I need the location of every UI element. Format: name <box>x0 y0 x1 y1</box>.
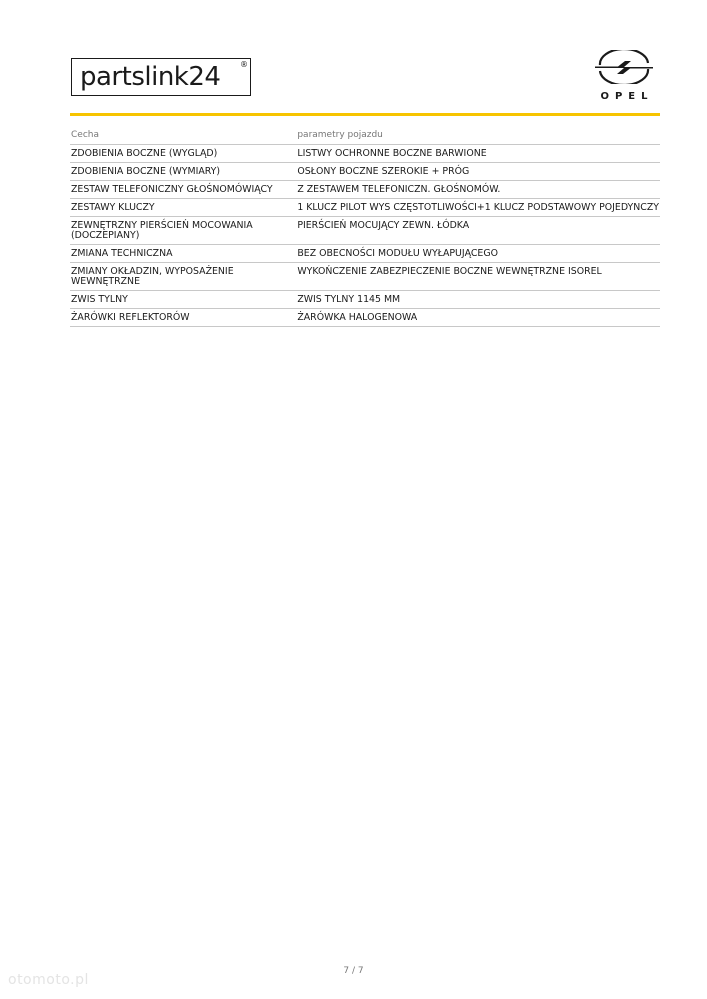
feature-cell: ZMIANA TECHNICZNA <box>70 245 296 263</box>
value-cell: BEZ OBECNOŚCI MODUŁU WYŁAPUJĄCEGO <box>296 245 660 263</box>
column-header-feature: Cecha <box>70 128 296 145</box>
table-row <box>70 217 660 245</box>
column-header-parameters: parametry pojazdu <box>296 128 660 145</box>
feature-cell: ZEWNĘTRZNY PIERŚCIEŃ MOCOWANIA (DOCZEPIANY) <box>70 217 296 245</box>
value-cell: PIERŚCIEŃ MOCUJĄCY ZEWN. ŁÓDKA <box>296 217 660 245</box>
feature-cell: ZMIANY OKŁADZIN, WYPOSAŻENIE WEWNĘTRZNE <box>70 263 296 291</box>
opel-wordmark: OPEL <box>600 91 654 102</box>
value-cell: ŻARÓWKA HALOGENOWA <box>296 309 660 327</box>
opel-logo <box>594 50 654 100</box>
partslink24-logo-text: partslink24 <box>80 62 221 92</box>
table-row <box>70 245 660 263</box>
value-cell: OSŁONY BOCZNE SZEROKIE + PRÓG <box>296 163 660 181</box>
feature-cell: ŻARÓWKI REFLEKTORÓW <box>70 309 296 327</box>
value-cell: 1 KLUCZ PILOT WYS CZĘSTOTLIWOŚCI+1 KLUCZ PODSTAWOWY POJEDYNCZY <box>296 199 660 217</box>
header-divider <box>70 113 660 116</box>
page-header <box>70 50 660 110</box>
table-row <box>70 181 660 199</box>
value-cell: LISTWY OCHRONNE BOCZNE BARWIONE <box>296 145 660 163</box>
vehicle-parameters-table <box>70 128 660 327</box>
opel-blitz-icon <box>594 50 654 84</box>
feature-cell: ZDOBIENIA BOCZNE (WYGLĄD) <box>70 145 296 163</box>
value-cell: Z ZESTAWEM TELEFONICZN. GŁOŚNOMÓW. <box>296 181 660 199</box>
table-row <box>70 291 660 309</box>
feature-cell: ZESTAWY KLUCZY <box>70 199 296 217</box>
table-row <box>70 263 660 291</box>
page-number: 7 / 7 <box>343 966 364 976</box>
partslink24-logo <box>71 58 251 96</box>
table-header-row <box>70 128 660 145</box>
registered-mark: ® <box>240 60 248 69</box>
feature-cell: ZESTAW TELEFONICZNY GŁOŚNOMÓWIĄCY <box>70 181 296 199</box>
watermark: otomoto.pl <box>8 972 89 988</box>
value-cell: ZWIS TYLNY 1145 MM <box>296 291 660 309</box>
table-row <box>70 145 660 163</box>
table-row <box>70 199 660 217</box>
value-cell: WYKOŃCZENIE ZABEZPIECZENIE BOCZNE WEWNĘTRZNE ISOREL <box>296 263 660 291</box>
table-row <box>70 163 660 181</box>
feature-cell: ZWIS TYLNY <box>70 291 296 309</box>
table-row <box>70 309 660 327</box>
feature-cell: ZDOBIENIA BOCZNE (WYMIARY) <box>70 163 296 181</box>
